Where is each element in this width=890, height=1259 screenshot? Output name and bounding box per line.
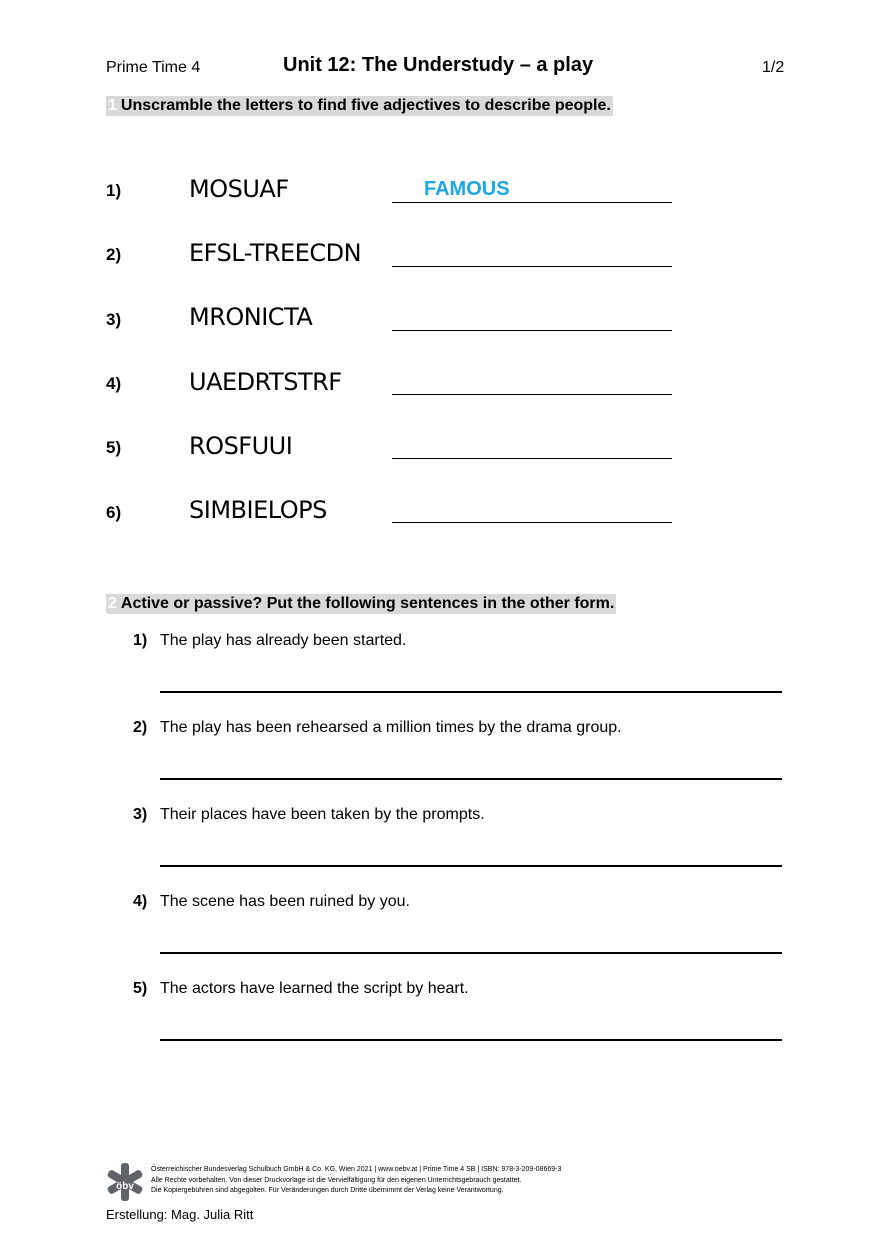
sentence-text: The actors have learned the script by heart. bbox=[160, 980, 469, 997]
scramble-word: MOSUAF bbox=[189, 175, 289, 203]
scramble-number: 4) bbox=[106, 374, 122, 393]
sentence-text: Their places have been taken by the prompts. bbox=[160, 806, 485, 823]
sentence-text: The scene has been ruined by you. bbox=[160, 893, 410, 910]
sentence-number: 5) bbox=[133, 980, 148, 997]
answer-line[interactable] bbox=[160, 778, 782, 780]
scramble-word: UAEDRTSTRF bbox=[189, 368, 342, 396]
task2-number: 2 bbox=[108, 595, 117, 612]
scramble-number: 5) bbox=[106, 438, 122, 457]
answer-line[interactable] bbox=[160, 952, 782, 954]
task2-instruction: Active or passive? Put the following sentences in the other form. bbox=[120, 595, 615, 612]
oebv-logo bbox=[106, 1163, 144, 1201]
task2-heading bbox=[106, 594, 616, 614]
answer-line[interactable] bbox=[392, 202, 672, 203]
footer-line: Alle Rechte vorbehalten. Von dieser Druckvorlage ist die Vervielfältigung für den eigenen Unterrichtsgebrauch gestattet. bbox=[151, 1176, 522, 1184]
scramble-number: 1) bbox=[106, 181, 122, 200]
answer-line[interactable] bbox=[160, 1039, 782, 1041]
answer-line[interactable] bbox=[160, 865, 782, 867]
sentence-number: 1) bbox=[133, 632, 148, 649]
sentence-number: 4) bbox=[133, 893, 148, 910]
scramble-number: 2) bbox=[106, 245, 122, 264]
scramble-word: MRONICTA bbox=[189, 303, 313, 331]
footer-legal bbox=[151, 1165, 631, 1197]
task1-number: 1 bbox=[108, 97, 117, 114]
sentence-number: 3) bbox=[133, 806, 148, 823]
scramble-word: EFSL-TREECDN bbox=[189, 239, 362, 267]
answer-line[interactable] bbox=[160, 691, 782, 693]
header-left: Prime Time 4 bbox=[106, 59, 201, 76]
scramble-word: ROSFUUI bbox=[189, 432, 293, 460]
answer-line[interactable] bbox=[392, 458, 672, 459]
page-title: Unit 12: The Understudy – a play bbox=[283, 54, 594, 76]
footer-line: Die Kopiergebühren sind abgegolten. Für Veränderungen durch Dritte übernimmt der Verlag keine Verantwortung. bbox=[151, 1187, 504, 1194]
author-credit: Erstellung: Mag. Julia Ritt bbox=[106, 1207, 254, 1222]
answer-line[interactable] bbox=[392, 266, 672, 267]
answer-line[interactable] bbox=[392, 522, 672, 523]
page-number: 1/2 bbox=[762, 59, 785, 76]
scramble-number: 3) bbox=[106, 310, 122, 329]
sentence-number: 2) bbox=[133, 719, 148, 736]
task1-instruction: Unscramble the letters to find five adjectives to describe people. bbox=[120, 97, 611, 114]
scramble-answer: FAMOUS bbox=[424, 178, 510, 200]
sentence-text: The play has already been started. bbox=[160, 632, 407, 649]
scramble-word: SIMBIELOPS bbox=[189, 496, 327, 524]
footer-line: Österreichischer Bundesverlag Schulbuch GmbH & Co. KG, Wien 2021 | www.oebv.at | Prime Time 4 SB | ISBN: 978-3-209-08669-3 bbox=[151, 1166, 562, 1173]
answer-line[interactable] bbox=[392, 330, 672, 331]
logo-text: öbv bbox=[116, 1181, 134, 1192]
sentence-text: The play has been rehearsed a million times by the drama group. bbox=[160, 719, 622, 736]
scramble-number: 6) bbox=[106, 503, 122, 522]
task1-heading bbox=[106, 96, 613, 116]
answer-line[interactable] bbox=[392, 394, 672, 395]
